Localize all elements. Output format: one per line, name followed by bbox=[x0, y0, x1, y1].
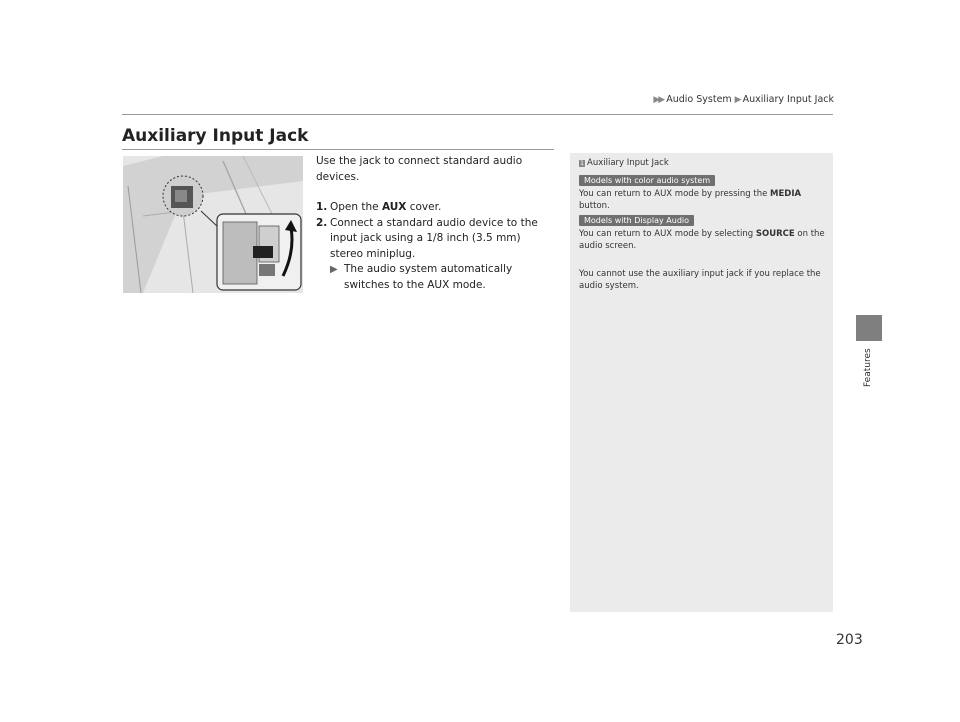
media-label: MEDIA bbox=[770, 189, 802, 199]
result-text: The audio system automatically switches to the AUX mode. bbox=[344, 263, 513, 291]
step-1 bbox=[316, 200, 556, 216]
sidebar-text-part: button. bbox=[579, 201, 610, 211]
model-badge-display-audio: Models with Display Audio bbox=[579, 215, 694, 226]
title-divider bbox=[122, 149, 554, 150]
breadcrumb bbox=[653, 94, 834, 105]
header-divider bbox=[122, 114, 833, 115]
sidebar-text-media bbox=[579, 188, 827, 212]
breadcrumb-arrow-icon: ▶▶ bbox=[653, 94, 664, 105]
aux-jack-illustration bbox=[123, 156, 303, 293]
step-text-part: cover. bbox=[406, 201, 442, 213]
model-badge-color-audio: Models with color audio system bbox=[579, 175, 715, 186]
step-text bbox=[330, 200, 556, 216]
step-2 bbox=[316, 216, 556, 263]
breadcrumb-item-audio-system[interactable]: Audio System bbox=[666, 94, 732, 105]
sidebar-text-part: on the audio screen. bbox=[579, 229, 825, 251]
section-tab-label[interactable]: Features bbox=[863, 348, 873, 388]
sidebar-text-part: You can return to AUX mode by pressing the bbox=[579, 189, 771, 199]
step-number: 2. bbox=[316, 216, 328, 229]
sidebar-title-text: Auxiliary Input Jack bbox=[587, 158, 669, 168]
section-tab-marker[interactable] bbox=[856, 315, 882, 341]
breadcrumb-item-auxiliary-input-jack[interactable]: Auxiliary Input Jack bbox=[742, 94, 834, 105]
instructions bbox=[316, 154, 556, 293]
reference-icon: 1 bbox=[580, 159, 584, 167]
sidebar-title bbox=[579, 158, 669, 168]
page-number: 203 bbox=[836, 632, 863, 648]
sidebar-notes bbox=[570, 153, 833, 612]
source-label: SOURCE bbox=[755, 229, 795, 239]
sidebar-text-replace: You cannot use the auxiliary input jack if you replace the audio system. bbox=[579, 269, 821, 291]
intro-text: Use the jack to connect standard audio devices. bbox=[316, 155, 523, 183]
aux-label: AUX bbox=[381, 201, 407, 213]
page-title: Auxiliary Input Jack bbox=[122, 126, 309, 146]
result-arrow-icon: ▶ bbox=[330, 264, 338, 275]
step-text: Connect a standard audio device to the input jack using a 1/8 inch (3.5 mm) stereo miniplug. bbox=[330, 216, 538, 260]
sidebar-text-part: You can return to AUX mode by selecting bbox=[579, 229, 756, 239]
result-note bbox=[316, 262, 556, 293]
sidebar-text-source bbox=[579, 228, 827, 252]
step-number: 1. bbox=[316, 201, 328, 213]
step-text-part: Open the bbox=[330, 201, 382, 213]
breadcrumb-arrow-icon: ▶ bbox=[734, 94, 740, 105]
